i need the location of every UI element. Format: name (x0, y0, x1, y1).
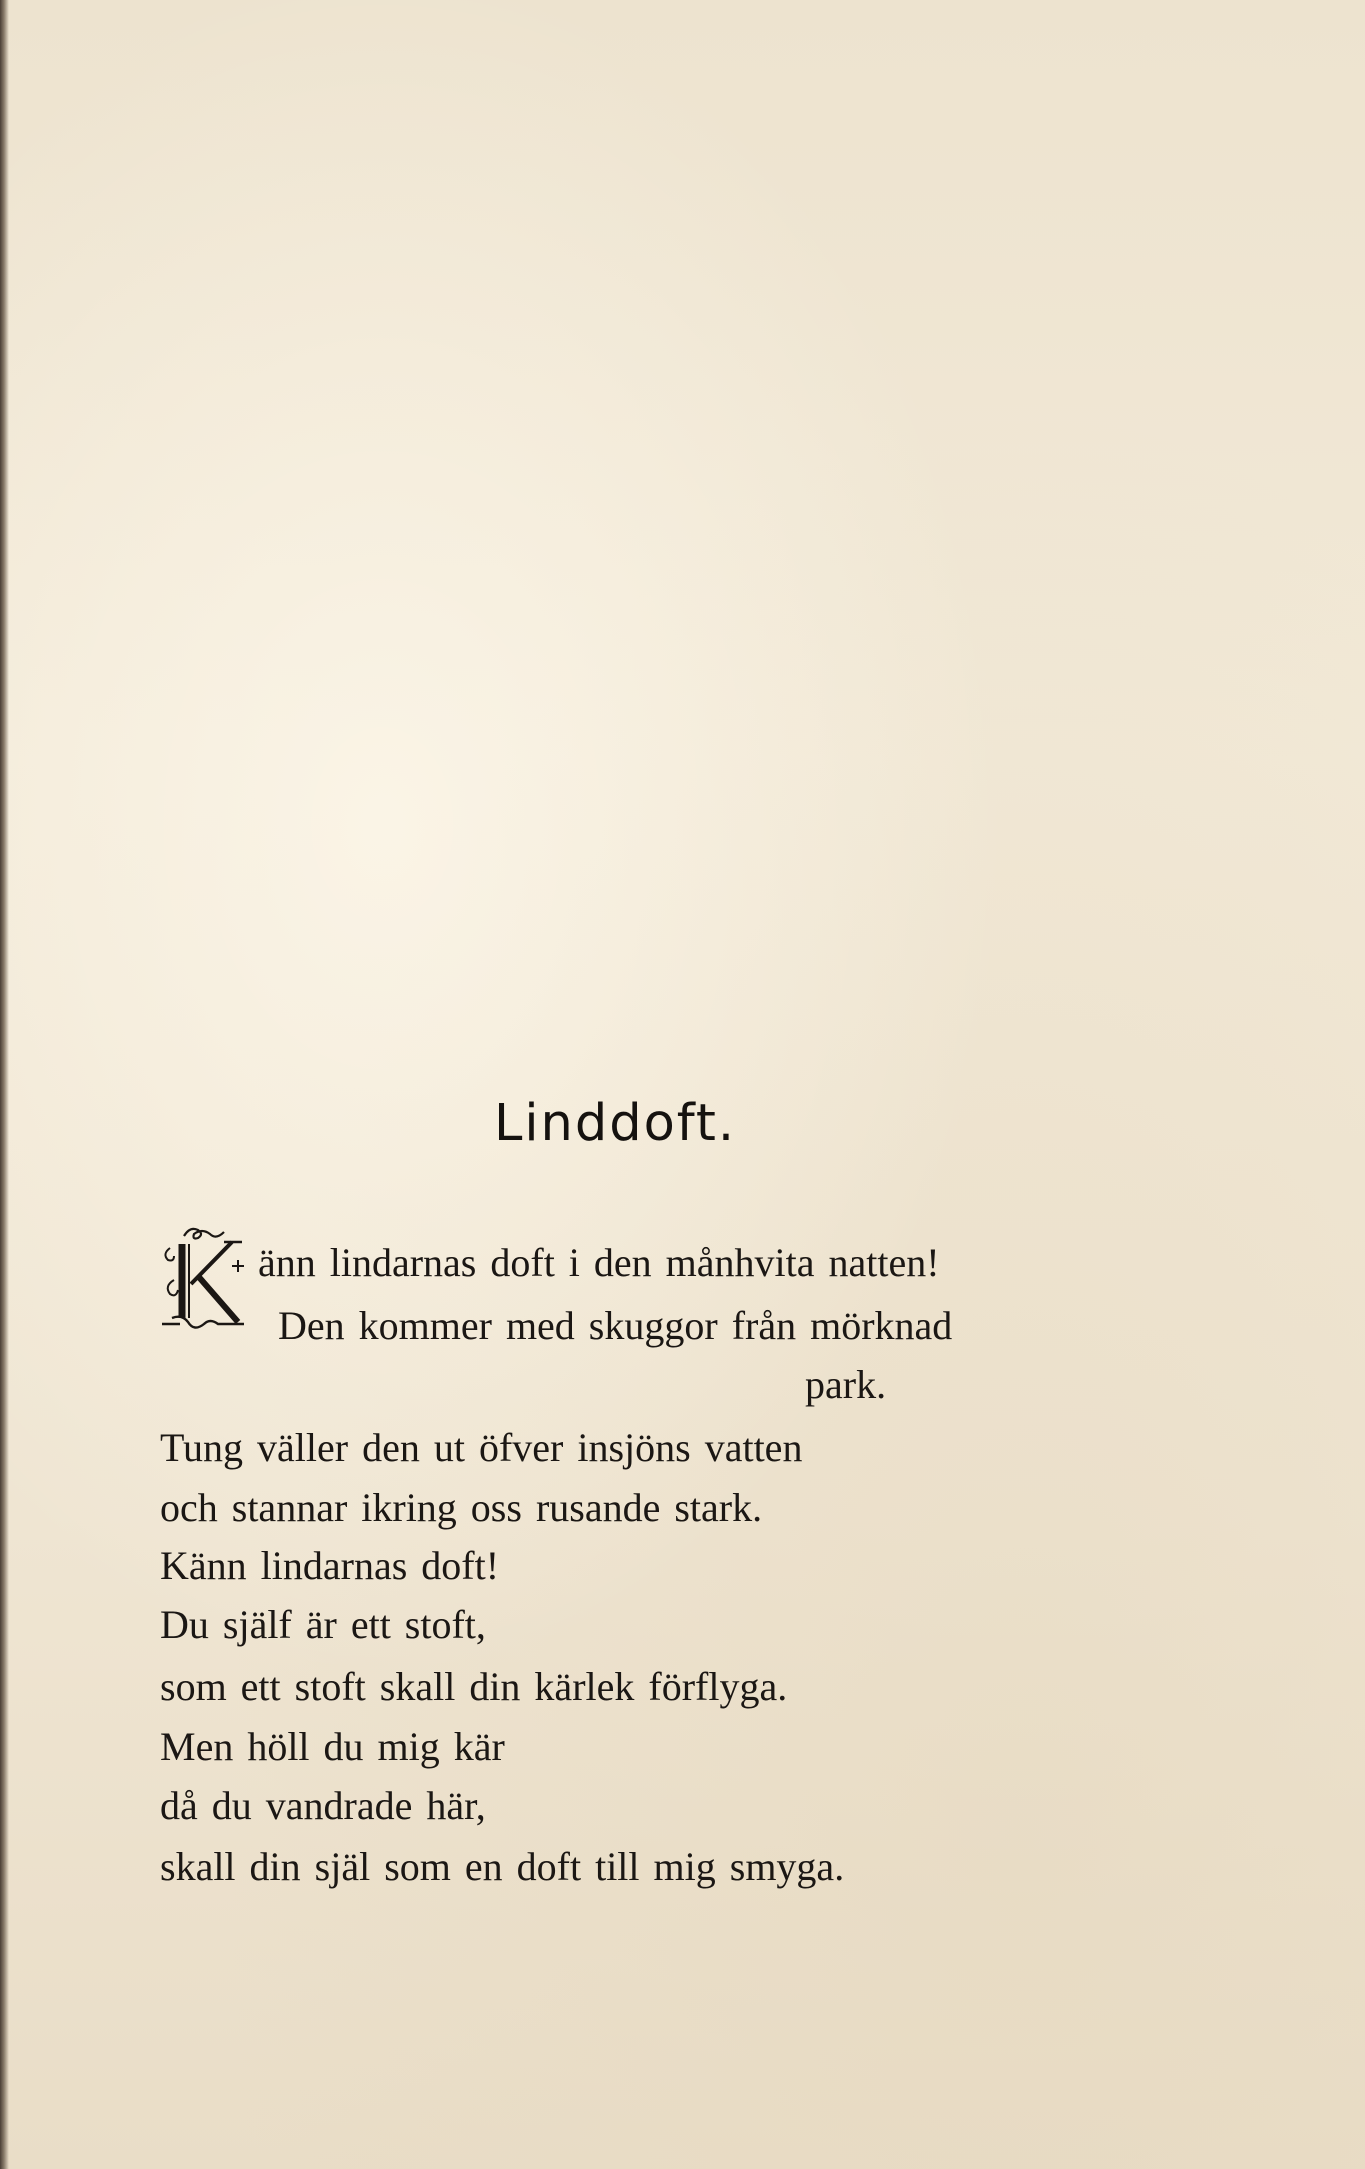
poem-line-1: änn lindarnas doft i den månhvita natten! (258, 1240, 940, 1285)
poem-title: Linddoft. (493, 1094, 737, 1153)
poem-line-6: Känn lindarnas doft! (160, 1543, 500, 1588)
binding-edge (0, 0, 9, 2169)
poem-line-9: Men höll du mig kär (160, 1724, 505, 1769)
ornamental-dropcap (158, 1218, 246, 1340)
poem-line-4: Tung väller den ut öfver insjöns vatten (160, 1425, 803, 1470)
poem-line-8: som ett stoft skall din kärlek förflyga. (160, 1664, 788, 1709)
poem-line-7: Du själf är ett stoft, (160, 1602, 486, 1647)
poem-line-3: park. (805, 1362, 887, 1407)
poem-line-10: då du vandrade här, (160, 1783, 486, 1828)
poem-line-11: skall din själ som en doft till mig smyga. (160, 1844, 845, 1889)
poem-line-2: Den kommer med skuggor från mörknad (278, 1303, 953, 1348)
poem-line-5: och stannar ikring oss rusande stark. (160, 1485, 763, 1530)
